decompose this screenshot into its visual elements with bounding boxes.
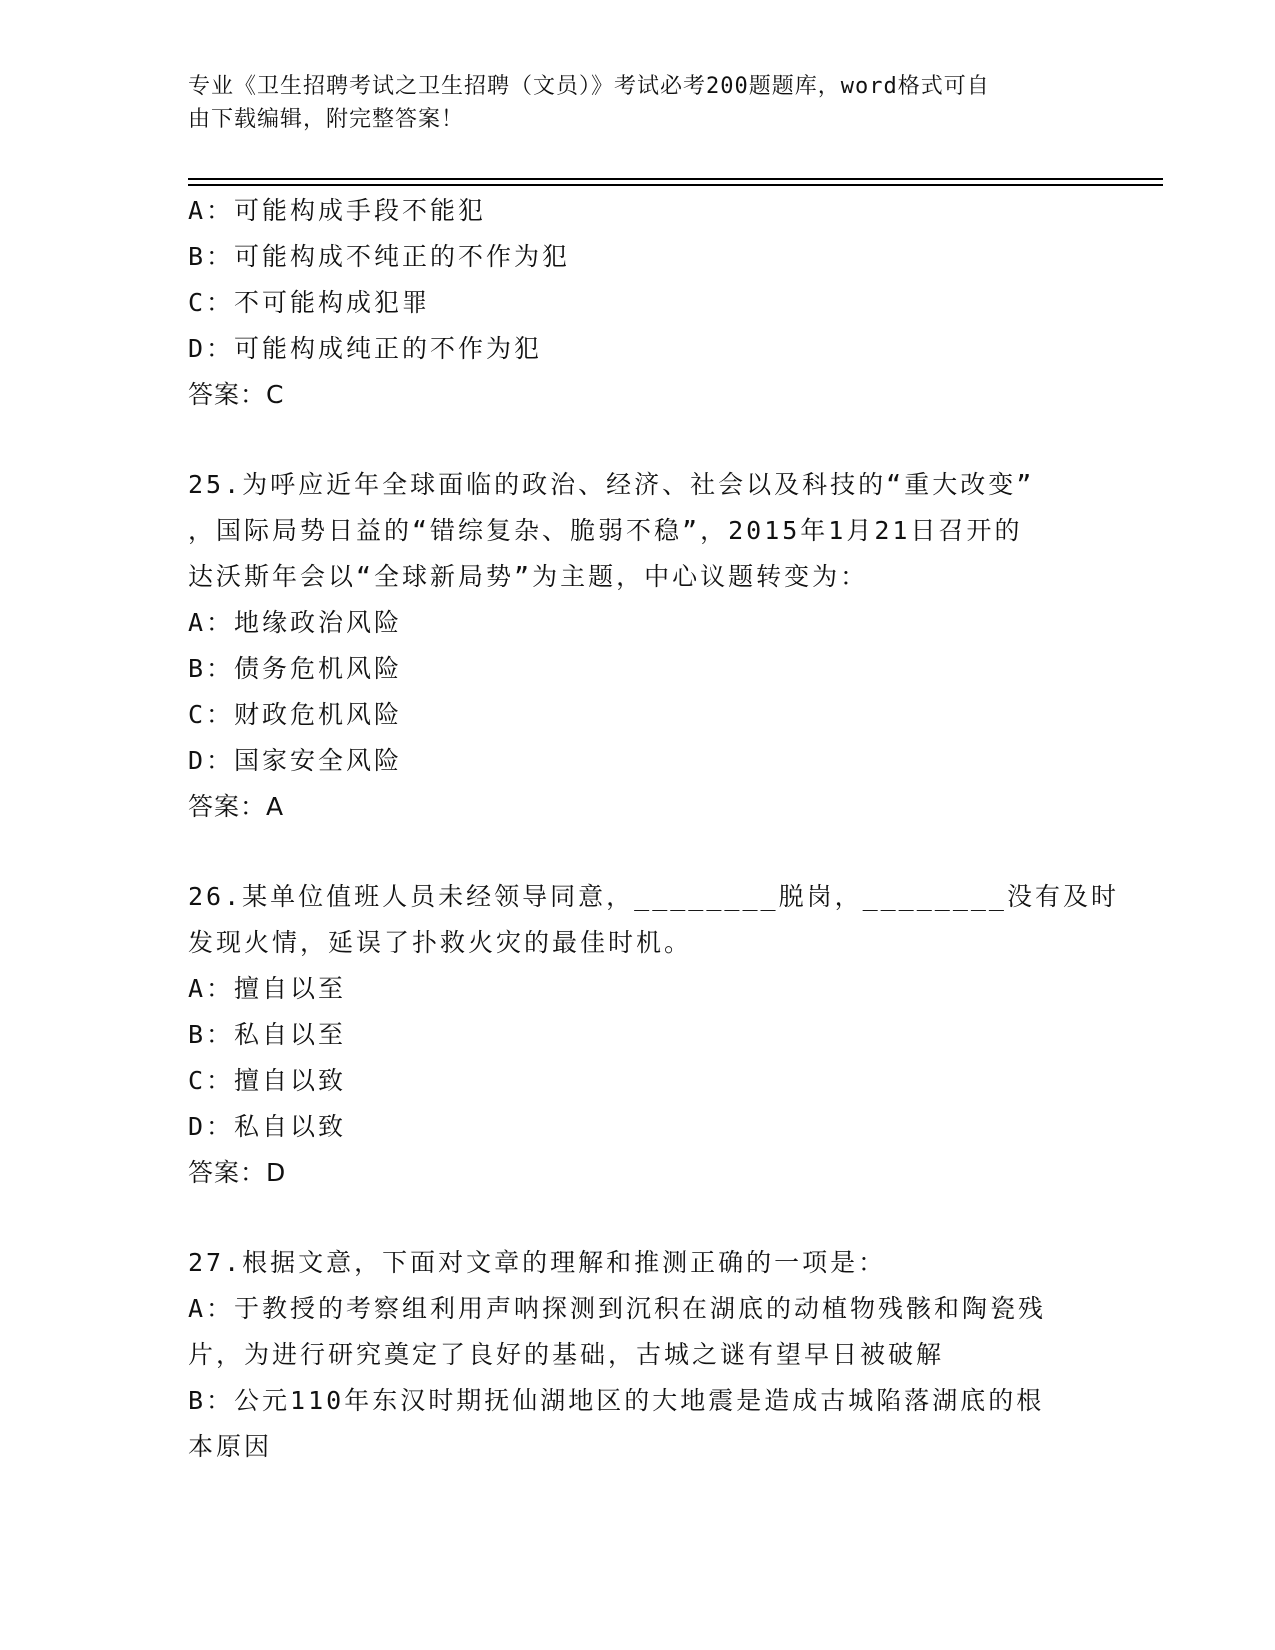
option-b: B：私自以至 bbox=[188, 1020, 347, 1049]
question-25 bbox=[188, 462, 1088, 830]
question-stem-line: 25.为呼应近年全球面临的政治、经济、社会以及科技的“重大改变” bbox=[188, 470, 1035, 499]
option-a: A：地缘政治风险 bbox=[188, 608, 403, 637]
question-stem-line: 达沃斯年会以“全球新局势”为主题，中心议题转变为： bbox=[188, 562, 869, 591]
answer-line: 答案：A bbox=[188, 792, 285, 821]
answer-line: 答案：C bbox=[188, 380, 285, 409]
question-27 bbox=[188, 1240, 1088, 1470]
option-c: C：财政危机风险 bbox=[188, 700, 403, 729]
header-title-line-2: 由下载编辑，附完整答案！ bbox=[188, 107, 465, 132]
document-header bbox=[188, 70, 1088, 136]
option-a: A：可能构成手段不能犯 bbox=[188, 196, 487, 225]
question-24 bbox=[188, 188, 1088, 418]
question-stem-line: 26.某单位值班人员未经领导同意，________脱岗，________没有及时 bbox=[188, 882, 1119, 911]
question-stem-line: 27.根据文意，下面对文章的理解和推测正确的一项是： bbox=[188, 1248, 887, 1277]
option-a: A：擅自以至 bbox=[188, 974, 347, 1003]
option-a-line-1: A：于教授的考察组利用声呐探测到沉积在湖底的动植物残骸和陶瓷残 bbox=[188, 1294, 1047, 1323]
option-d: D：私自以致 bbox=[188, 1112, 347, 1141]
option-d: D：可能构成纯正的不作为犯 bbox=[188, 334, 543, 363]
option-b: B：可能构成不纯正的不作为犯 bbox=[188, 242, 571, 271]
option-a-line-2: 片，为进行研究奠定了良好的基础，古城之谜有望早日被破解 bbox=[188, 1340, 945, 1369]
option-c: C：不可能构成犯罪 bbox=[188, 288, 431, 317]
header-title-line-1: 专业《卫生招聘考试之卫生招聘（文员）》考试必考200题题库，word格式可自 bbox=[188, 74, 990, 99]
header-divider-top bbox=[188, 178, 1163, 180]
option-b-line-1: B：公元110年东汉时期抚仙湖地区的大地震是造成古城陷落湖底的根 bbox=[188, 1386, 1045, 1415]
question-stem-line: 发现火情，延误了扑救火灾的最佳时机。 bbox=[188, 928, 693, 957]
question-content bbox=[188, 188, 1119, 1470]
question-stem-line: ，国际局势日益的“错综复杂、脆弱不稳”，2015年1月21日召开的 bbox=[188, 516, 1023, 545]
answer-line: 答案：D bbox=[188, 1158, 287, 1187]
option-d: D：国家安全风险 bbox=[188, 746, 403, 775]
option-c: C：擅自以致 bbox=[188, 1066, 347, 1095]
question-26 bbox=[188, 874, 1119, 1196]
option-b-line-2: 本原因 bbox=[188, 1432, 273, 1461]
header-divider-bottom bbox=[188, 184, 1163, 186]
option-b: B：债务危机风险 bbox=[188, 654, 403, 683]
